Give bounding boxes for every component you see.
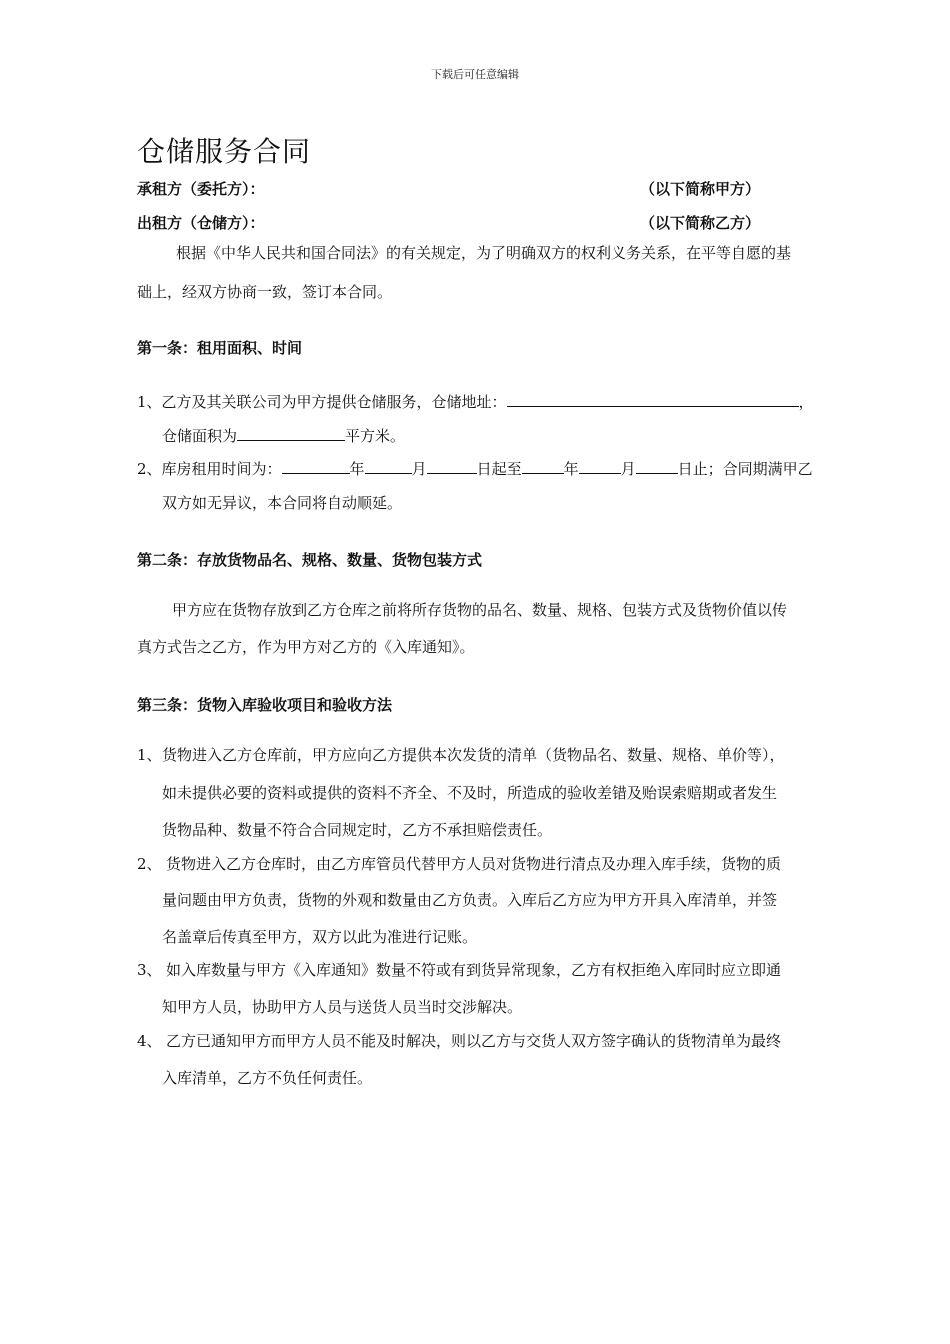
lessee-label: 承租方（委托方）：	[137, 180, 265, 198]
article-3-item-3-line-2: 知甲方人员，协助甲方人员与送货人员当时交涉解决。	[162, 998, 523, 1016]
article-1-item-1	[137, 391, 814, 410]
area-blank[interactable]	[237, 425, 345, 441]
article-2-heading: 第二条：存放货物品名、规格、数量、货物包装方式	[137, 551, 483, 569]
lessor-label: 出租方（仓储方）：	[137, 214, 265, 232]
article-1-item-1-area	[162, 425, 405, 444]
article-1-heading: 第一条：租用面积、时间	[137, 339, 303, 357]
start-month-blank[interactable]	[365, 458, 412, 474]
article-3-item-2-num: 2、	[137, 855, 162, 873]
article-3-item-1-line-1: 货物进入乙方仓库前，甲方应向乙方提供本次发货的清单（货物品名、数量、规格、单价等），	[162, 746, 785, 764]
preamble-line-1: 根据《中华人民共和国合同法》的有关规定，为了明确双方的权利义务关系，在平等自愿的基	[176, 244, 792, 262]
article-3-heading: 第三条：货物入库验收项目和验收方法	[137, 696, 393, 714]
article-2-line-1: 甲方应在货物存放到乙方仓库之前将所存货物的品名、数量、规格、包装方式及货物价值以传	[172, 601, 788, 619]
document-title: 仓储服务合同	[137, 135, 312, 168]
end-month-blank[interactable]	[579, 458, 621, 474]
comma: ，	[798, 393, 814, 411]
header-note: 下载后可任意编辑	[431, 68, 519, 81]
article-1-item-2	[137, 458, 813, 477]
to-day-label: 日止；合同期满甲乙	[677, 460, 813, 478]
lessor-alias: （以下简称乙方）	[640, 214, 761, 232]
article-3-item-1-num: 1、	[137, 746, 162, 764]
end-day-blank[interactable]	[636, 458, 678, 474]
article-3-item-2-line-3: 名盖章后传真至甲方，双方以此为准进行记账。	[162, 928, 478, 946]
article-1-item-1-text: 1、乙方及其关联公司为甲方提供仓储服务，仓储地址：	[137, 393, 507, 411]
article-3-item-4-line-2: 入库清单，乙方不负任何责任。	[162, 1069, 373, 1087]
article-3-item-4-num: 4、	[137, 1032, 162, 1050]
article-3-item-1-line-2: 如未提供必要的资料或提供的资料不齐全、不及时，所造成的验收差错及贻误索赔期或者发生	[162, 784, 778, 802]
from-day-label: 日起至	[476, 460, 522, 478]
address-blank[interactable]	[507, 391, 799, 407]
article-3-item-4-line-1: 乙方已通知甲方而甲方人员不能及时解决，则以乙方与交货人双方签字确认的货物清单为最终	[166, 1032, 782, 1050]
area-label: 仓储面积为	[162, 427, 238, 445]
article-3-item-2-line-1: 货物进入乙方仓库时，由乙方库管员代替甲方人员对货物进行清点及办理入库手续，货物的质	[166, 855, 782, 873]
month-label: 月	[411, 460, 427, 478]
month-label: 月	[620, 460, 636, 478]
start-day-blank[interactable]	[427, 458, 477, 474]
term-label: 2、库房租用时间为：	[137, 460, 282, 478]
area-unit: 平方米。	[345, 427, 406, 445]
article-3-item-3-line-1: 如入库数量与甲方《入库通知》数量不符或有到货异常现象，乙方有权拒绝入库同时应立即通	[166, 961, 782, 979]
year-label: 年	[349, 460, 365, 478]
year-label: 年	[563, 460, 579, 478]
lessee-alias: （以下简称甲方）	[640, 180, 761, 198]
article-1-item-2-cont: 双方如无异议，本合同将自动顺延。	[162, 494, 403, 512]
article-3-item-2-line-2: 量问题由甲方负责，货物的外观和数量由乙方负责。入库后乙方应为甲方开具入库清单，并签	[162, 891, 778, 909]
article-2-line-2: 真方式告之乙方，作为甲方对乙方的《入库通知》。	[137, 638, 475, 656]
preamble-line-2: 础上，经双方协商一致，签订本合同。	[137, 283, 393, 301]
end-year-blank[interactable]	[522, 458, 564, 474]
start-year-blank[interactable]	[282, 458, 350, 474]
article-3-item-3-num: 3、	[137, 961, 162, 979]
article-3-item-1-line-3: 货物品种、数量不符合合同规定时，乙方不承担赔偿责任。	[162, 821, 553, 839]
